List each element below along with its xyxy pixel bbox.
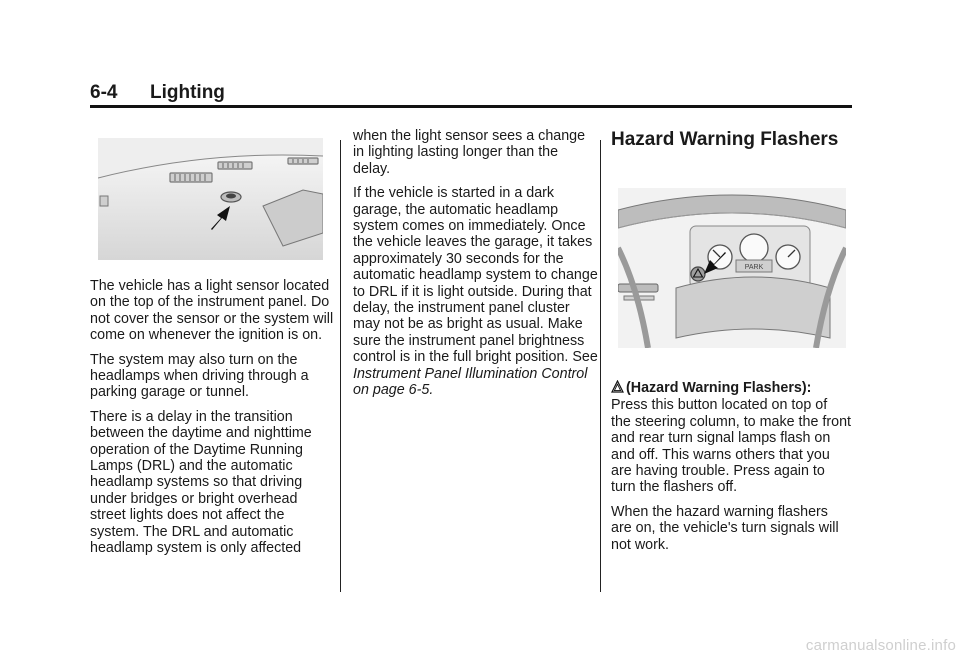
paragraph: When the hazard warning flashers are on, the vehicle's turn signals will not work. <box>611 503 839 553</box>
steering-wheel-drawing <box>618 188 846 348</box>
paragraph: when the light sensor sees a change in lighting lasting longer than the delay. <box>353 128 586 177</box>
column-divider-1 <box>340 140 341 592</box>
light-sensor-illustration <box>98 138 323 260</box>
header-rule <box>90 105 852 108</box>
column-1 <box>90 278 335 565</box>
paragraph: There is a delay in the transition between the daytime and nighttime operation of the Daytime Running Lamps (DRL) and the automatic headlamp systems so that driving under bridges or bright overhead street lights does not affect the system. The DRL and automatic headlamp system is only affected <box>90 408 312 557</box>
hazard-label: (Hazard Warning Flashers): <box>626 380 812 396</box>
paragraph: The system may also turn on the headlamps when driving through a parking garage or tunnel. <box>90 351 309 401</box>
paragraph-body: If the vehicle is started in a dark garage, the automatic headlamp system comes on immediately. Once the vehicle leaves the garage, it takes approximately 30 seconds for the automatic headlamp system to change to DRL if it is light outside. During that delay, the instrument panel cluster may not be as bright as usual. Make sure the instrument panel brightness control is in the full bright position. See <box>353 185 598 366</box>
hazard-description <box>611 380 851 496</box>
page-header <box>90 80 850 106</box>
watermark: carmanualsonline.info <box>805 637 956 654</box>
section-heading: Hazard Warning Flashers <box>611 129 839 150</box>
page-number: 6-4 <box>90 82 118 103</box>
cross-reference-link[interactable]: Instrument Panel Illumination Control on page 6-5. <box>353 365 588 399</box>
hazard-warning-icon <box>611 380 624 397</box>
paragraph <box>353 185 598 398</box>
column-divider-2 <box>600 140 601 592</box>
column-3 <box>611 380 851 561</box>
column-2 <box>353 128 598 407</box>
cluster-park-label: PARK <box>744 264 764 271</box>
hazard-text: Press this button located on top of the steering column, to make the front and rear turn signal lamps flash on and off. This warns others that you are having trouble. Press again to turn the flashers off. <box>611 397 851 496</box>
section-title: Lighting <box>150 82 225 103</box>
hazard-flasher-illustration <box>618 188 846 348</box>
light-sensor-drawing <box>98 138 323 260</box>
paragraph: The vehicle has a light sensor located on the top of the instrument panel. Do not cover the sensor or the system will come on whenever the ignition is on. <box>90 278 334 344</box>
